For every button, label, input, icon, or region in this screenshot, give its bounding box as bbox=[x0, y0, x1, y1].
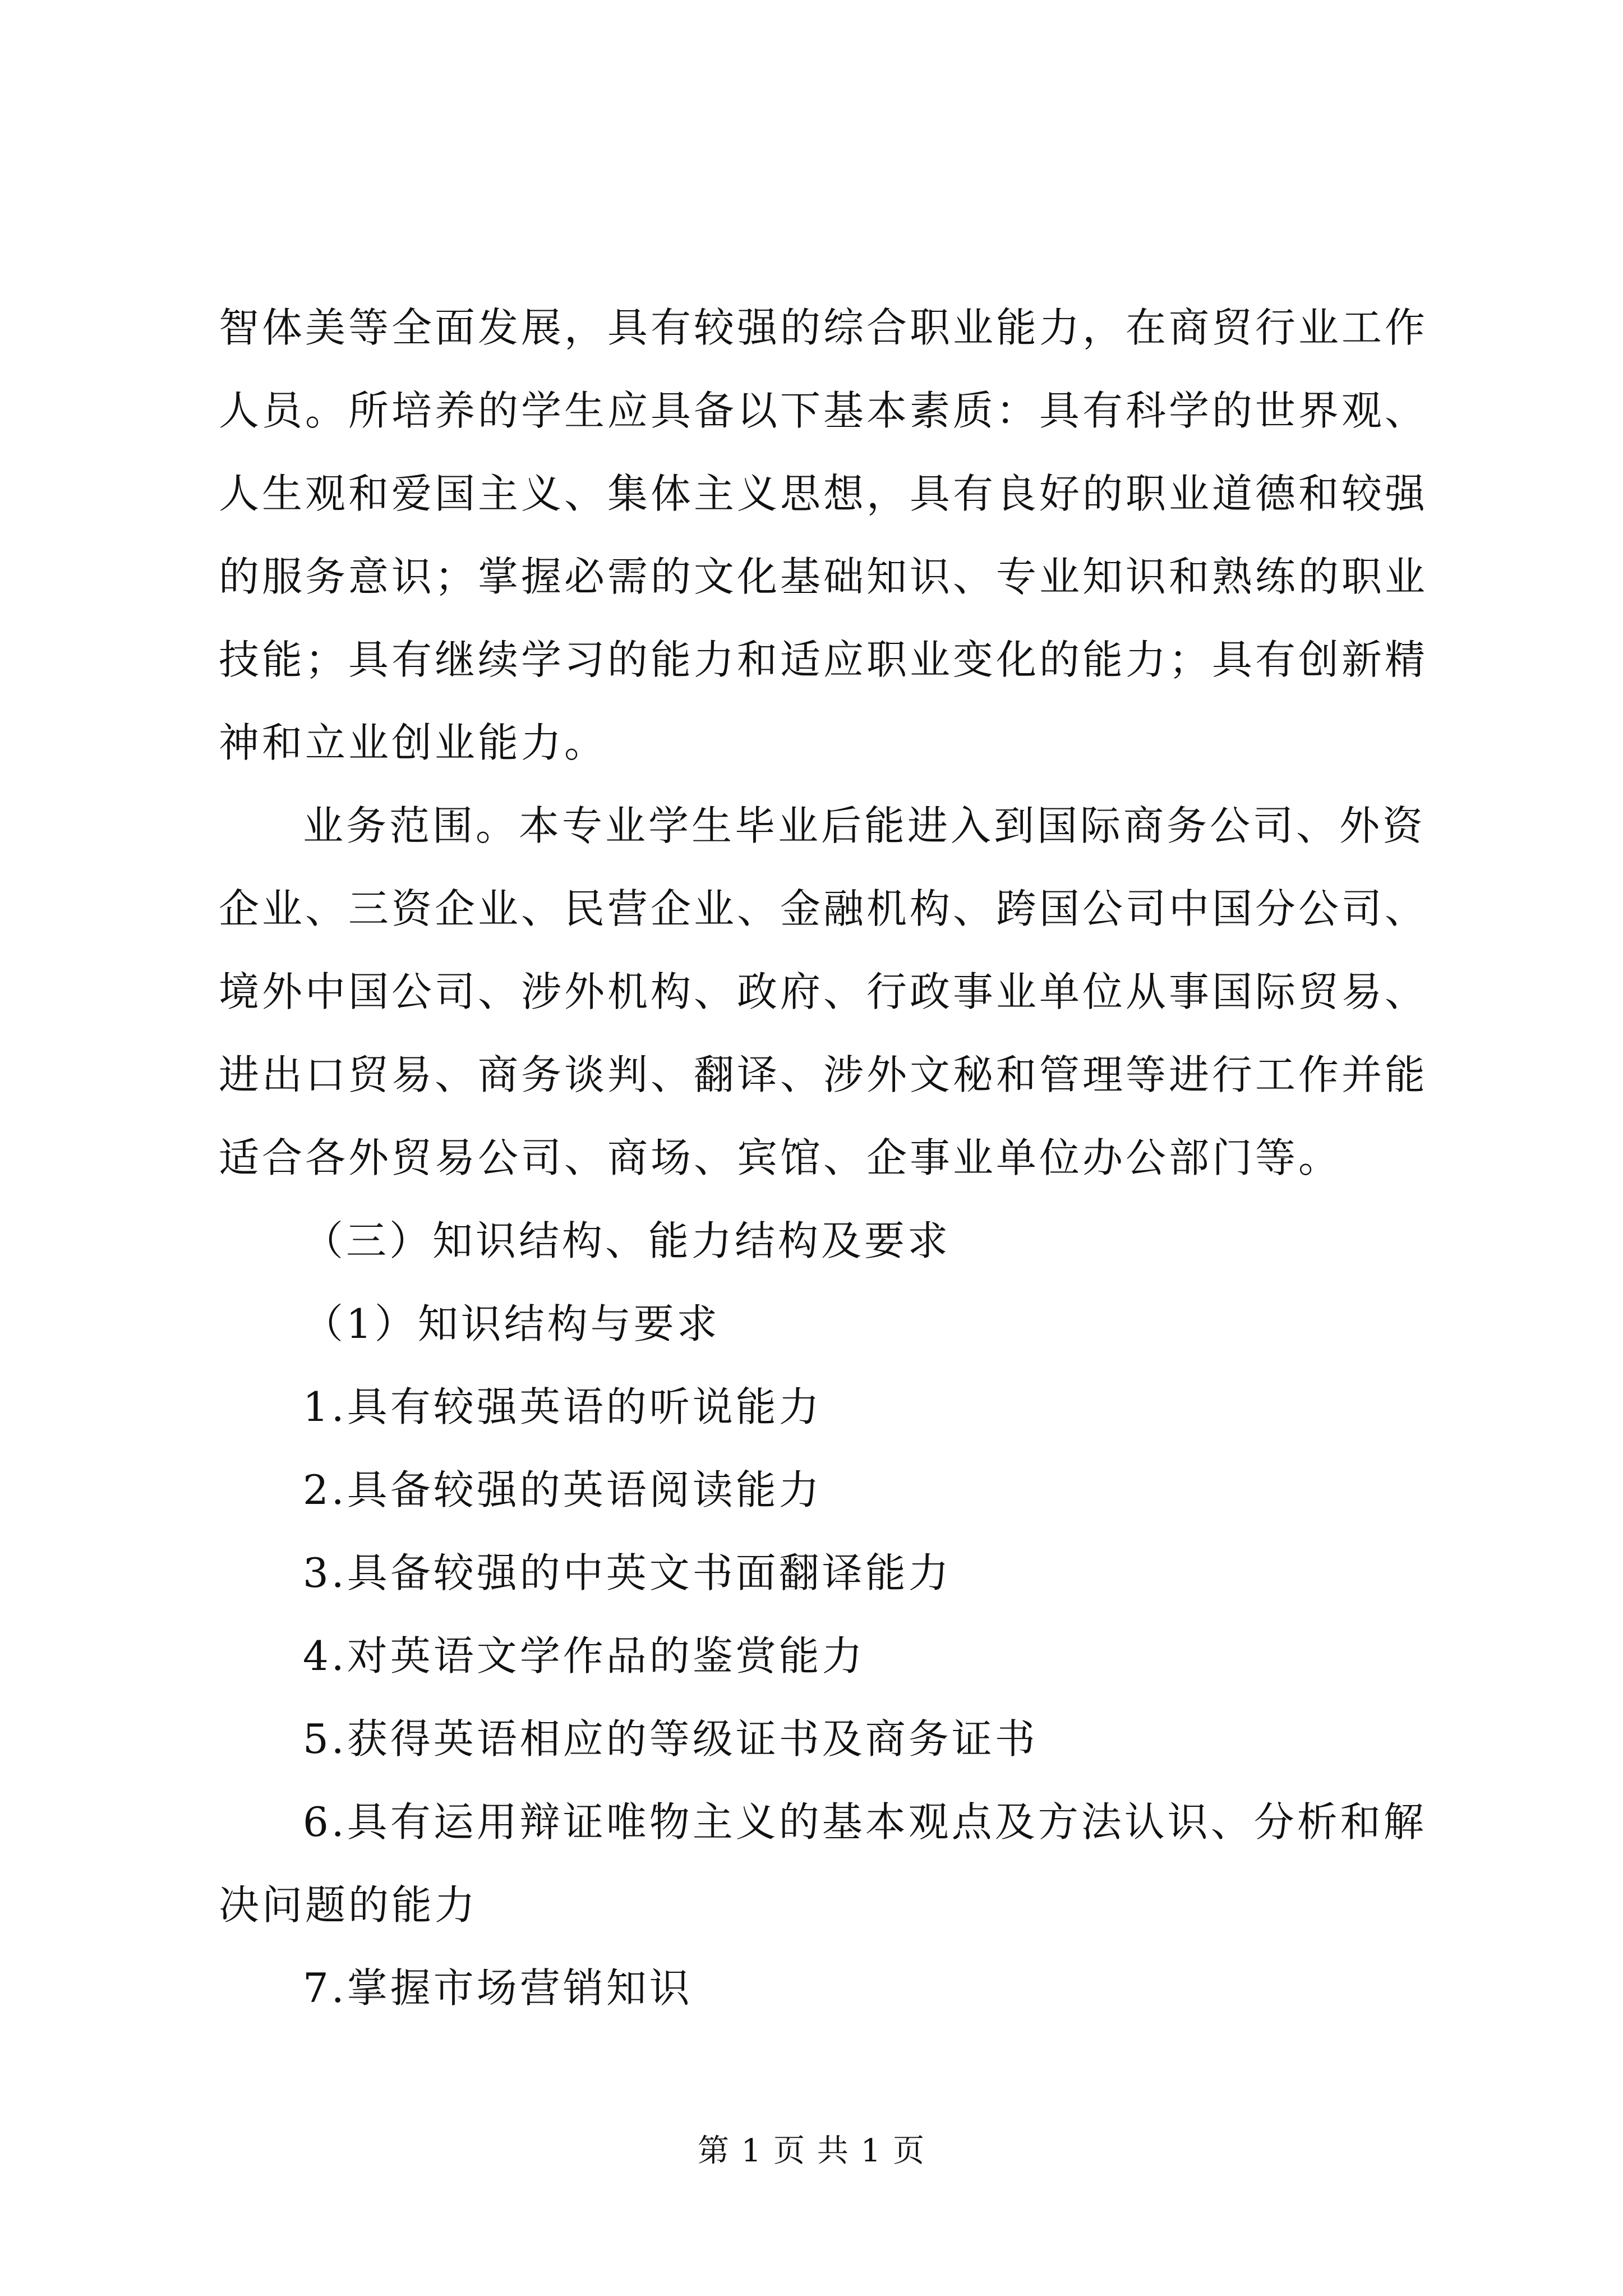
paragraph-qualities: 智体美等全面发展，具有较强的综合职业能力，在商贸行业工作人员。所培养的学生应具备以下基本素质：具有科学的世界观、人生观和爱国主义、集体主义思想，具有良好的职业道德和较强的服务意识；掌握必需的文化基础知识、专业知识和熟练的职业技能；具有继续学习的能力和适应职业变化的能力；具有创新精神和立业创业能力。 bbox=[219, 304, 1428, 766]
list-item: 4.对英语文学作品的鉴赏能力 bbox=[303, 1632, 865, 1680]
page-footer: 第 1 页 共 1 页 bbox=[697, 2133, 926, 2169]
list-item: 3.具备较强的中英文书面翻译能力 bbox=[303, 1549, 952, 1596]
list-item: 2.具备较强的英语阅读能力 bbox=[303, 1466, 822, 1513]
list-item: 7.掌握市场营销知识 bbox=[303, 1964, 693, 2012]
section-heading-knowledge-ability: （三）知识结构、能力结构及要求 bbox=[303, 1217, 951, 1264]
paragraph-business-scope: 业务范围。本专业学生毕业后能进入到国际商务公司、外资企业、三资企业、民营企业、金融机构、跨国公司中国分公司、境外中国公司、涉外机构、政府、行政事业单位从事国际贸易、进出口贸易、商务谈判、翻译、涉外文秘和管理等进行工作并能适合各外贸易公司、商场、宾馆、企事业单位办公部门等。 bbox=[219, 802, 1428, 1181]
list-item: 5.获得英语相应的等级证书及商务证书 bbox=[303, 1715, 1038, 1763]
subsection-heading-knowledge: （1）知识结构与要求 bbox=[303, 1300, 720, 1347]
document-body bbox=[219, 286, 1430, 2030]
list-item: 6.具有运用辩证唯物主义的基本观点及方法认识、分析和解决问题的能力 bbox=[219, 1798, 1427, 1929]
list-item: 1.具有较强英语的听说能力 bbox=[303, 1383, 822, 1430]
